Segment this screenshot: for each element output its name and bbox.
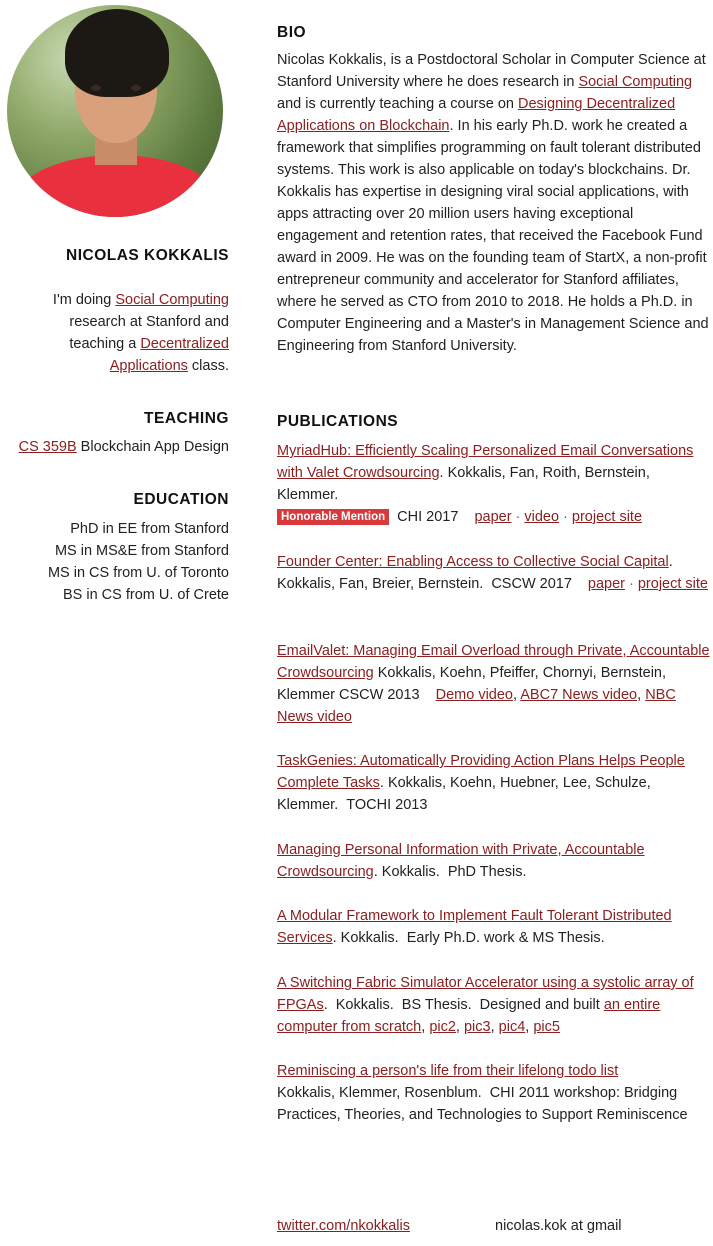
entire-computer-link[interactable]: an entire computer from scratch <box>277 997 661 1035</box>
education-list <box>0 518 229 606</box>
email-text: nicolas.kok at gmail <box>495 1218 622 1234</box>
paper-link[interactable]: paper <box>474 509 512 525</box>
bio-course-link[interactable]: Designing Decentralized Applications on Blockchain <box>277 96 676 134</box>
profile-name: NICOLAS KOKKALIS <box>66 247 229 264</box>
paper-link[interactable]: paper <box>587 576 626 592</box>
pic5-link[interactable]: pic5 <box>533 1019 560 1035</box>
publication-title-link[interactable]: EmailValet: Managing Email Overload through Private, Accountable Crowdsourcing <box>277 643 710 681</box>
bio-heading: BIO <box>277 24 307 41</box>
project-site-link[interactable]: project site <box>571 509 643 525</box>
social-computing-link[interactable]: Social Computing <box>115 292 229 308</box>
decentralized-applications-link[interactable]: Decentralized Applications <box>109 336 229 374</box>
twitter-link[interactable]: twitter.com/nkokkalis <box>277 1218 410 1234</box>
publication-item: Founder Center: Enabling Access to Collective Social Capital. Kokkalis, Fan, Breier, Bernstein. CSCW 2017 paper · project site <box>277 554 708 592</box>
bio-social-computing-link[interactable]: Social Computing <box>578 74 693 90</box>
publication-title-link[interactable]: Founder Center: Enabling Access to Collective Social Capital <box>277 554 669 570</box>
demo-video-link[interactable]: Demo video <box>435 687 513 703</box>
honorable-mention-badge: Honorable Mention <box>277 509 389 525</box>
publication-title-link[interactable]: Reminiscing a person's life from their lifelong todo list <box>277 1063 619 1079</box>
pic4-link[interactable]: pic4 <box>498 1019 526 1035</box>
publication-item: A Switching Fabric Simulator Accelerator using a systolic array of FPGAs. Kokkalis. BS Thesis. Designed and built an entire computer from scratch, pic2, pic3, pic4, pic5 <box>277 975 694 1035</box>
publication-title-link[interactable]: A Modular Framework to Implement Fault Tolerant Distributed Services <box>277 908 672 946</box>
project-site-link[interactable]: project site <box>637 576 708 592</box>
abc7-news-video-link[interactable]: ABC7 News video <box>520 687 638 703</box>
teaching-course: CS 359B Blockchain App Design <box>18 439 229 455</box>
pic3-link[interactable]: pic3 <box>463 1019 491 1035</box>
publication-title-link[interactable]: Managing Personal Information with Private, Accountable Crowdsourcing <box>277 842 645 880</box>
publication-title-link[interactable]: TaskGenies: Automatically Providing Action Plans Helps People Complete Tasks <box>277 753 685 791</box>
profile-intro: I'm doing Social Computing research at Stanford and teaching a Decentralized Applications class. <box>52 292 229 374</box>
avatar <box>7 5 223 217</box>
education-item: PhD in EE from Stanford <box>70 521 229 537</box>
publication-item: EmailValet: Managing Email Overload through Private, Accountable Crowdsourcing Kokkalis, Koehn, Pfeiffer, Chornyi, Bernstein, Klemmer CSCW 2013 Demo video, ABC7 News video, NBC News video <box>277 643 710 725</box>
publication-item: TaskGenies: Automatically Providing Action Plans Helps People Complete Tasks. Kokkalis, Koehn, Huebner, Lee, Schulze, Klemmer. TOCHI 2013 <box>277 753 685 813</box>
footer <box>277 1215 713 1237</box>
publication-item: MyriadHub: Efficiently Scaling Personalized Email Conversations with Valet Crowdsourcing. Kokkalis, Fan, Roith, Bernstein, Klemmer. Honorable Mention CHI 2017 paper · video · project site <box>277 443 694 525</box>
education-item: MS in MS&E from Stanford <box>54 543 229 559</box>
education-heading: EDUCATION <box>133 491 229 508</box>
publication-item: Reminiscing a person's life from their lifelong todo list Kokkalis, Klemmer, Rosenblum. CHI 2011 workshop: Bridging Practices, Theories, and Technologies to Support Reminiscence <box>277 1063 688 1123</box>
bio-text: Nicolas Kokkalis, is a Postdoctoral Scholar in Computer Science at Stanford University where he does research in Social Computing and is currently teaching a course on Designing Decentralized Applications on Blockchain. In his early Ph.D. work he created a framework that simplifies programming on fault tolerant distributed systems. This work is also applicable on today's blockchains. Dr. Kokkalis has expertise in designing viral social applications, with apps attracting over 20 million users having exceptional engagement and retention rates, that received the Facebook Fund award in 2009. He was on the founding team of StartX, a non-profit entrepreneur community and accelerator for Stanford affiliates, where he served as CTO from 2010 to 2018. He holds a Ph.D. in Computer Engineering and a Master's in Management Science and Engineering from Stanford University. <box>277 52 709 354</box>
pic2-link[interactable]: pic2 <box>429 1019 456 1035</box>
education-item: MS in CS from U. of Toronto <box>47 565 229 581</box>
publication-item: Managing Personal Information with Private, Accountable Crowdsourcing. Kokkalis. PhD Thesis. <box>277 842 645 880</box>
publication-title-link[interactable]: MyriadHub: Efficiently Scaling Personalized Email Conversations with Valet Crowdsourcing <box>277 443 694 481</box>
teaching-heading: TEACHING <box>144 410 229 427</box>
video-link[interactable]: video <box>524 509 560 525</box>
nbc-news-video-link[interactable]: NBC News video <box>277 687 676 725</box>
course-link[interactable]: CS 359B <box>18 439 77 455</box>
publication-title-link[interactable]: A Switching Fabric Simulator Accelerator using a systolic array of FPGAs <box>277 975 694 1013</box>
education-item: BS in CS from U. of Crete <box>63 587 229 603</box>
publications-heading: PUBLICATIONS <box>277 413 399 430</box>
publication-item: A Modular Framework to Implement Fault Tolerant Distributed Services. Kokkalis. Early Ph.D. work & MS Thesis. <box>277 908 672 946</box>
